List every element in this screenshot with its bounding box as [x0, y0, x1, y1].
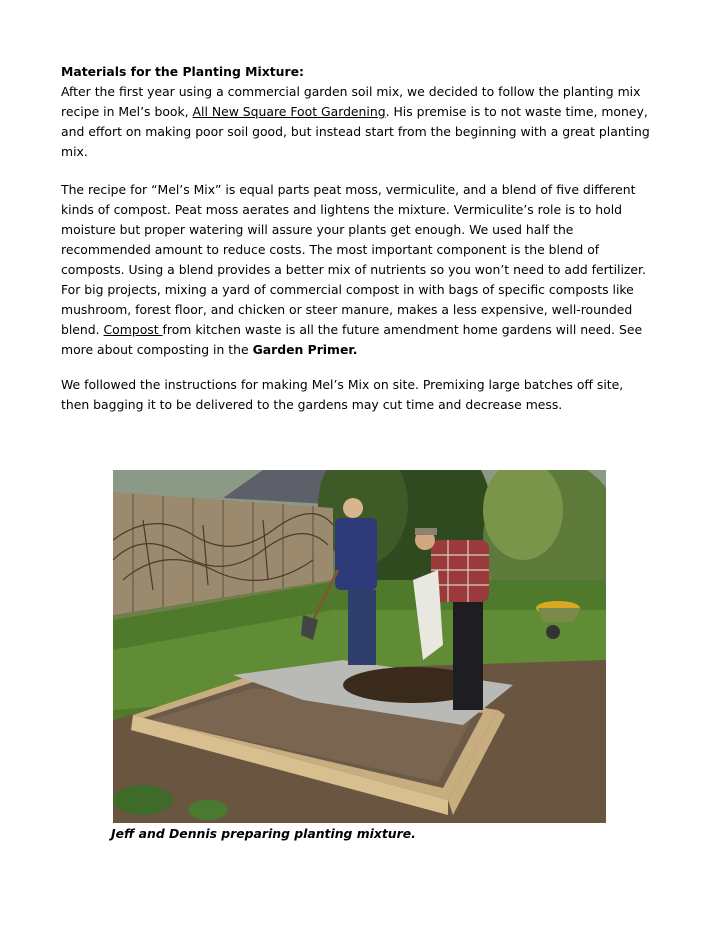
garden-photo-illustration — [113, 470, 606, 823]
paragraph-line: then bagging it to be delivered to the gardens may cut time and decrease mess. — [61, 397, 563, 412]
paragraph-line: moisture but proper watering will assure your plants get enough. We used half the — [61, 222, 574, 237]
photo-caption: Jeff and Dennis preparing planting mixture. — [111, 826, 416, 841]
paragraph-line: For big projects, mixing a yard of commercial compost in with bags of specific composts like — [61, 282, 634, 297]
paragraph-line: and effort on making poor soil good, but instead start from the beginning with a great planting — [61, 124, 650, 139]
book-title-link[interactable]: All New Square Foot Gardening — [192, 104, 386, 119]
text-run: from kitchen waste is all the future amendment home gardens will need. See — [162, 322, 643, 337]
text-run: . His premise is to not waste time, money, — [385, 104, 648, 119]
paragraph-line: composts. Using a blend provides a better mix of nutrients so you won’t need to add fertilizer. — [61, 262, 646, 277]
paragraph-line: After the first year using a commercial garden soil mix, we decided to follow the planting mix — [61, 84, 641, 99]
instructions-paragraph — [61, 375, 701, 415]
compost-link[interactable]: Compost — [103, 322, 163, 337]
paragraph-line: mix. — [61, 144, 88, 159]
recipe-paragraph — [61, 180, 701, 360]
paragraph-line — [61, 320, 701, 340]
paragraph-line — [61, 340, 701, 360]
paragraph-line: kinds of compost. Peat moss aerates and lightens the mixture. Vermiculite’s role is to hold — [61, 202, 623, 217]
text-run: recipe in Mel’s book, — [61, 104, 193, 119]
paragraph-line: We followed the instructions for making Mel’s Mix on site. Premixing large batches off site, — [61, 377, 624, 392]
text-run: more about composting in the — [61, 342, 253, 357]
paragraph-line — [61, 102, 701, 122]
paragraph-line: The recipe for “Mel’s Mix” is equal parts peat moss, vermiculite, and a blend of five different — [61, 182, 636, 197]
garden-primer-link[interactable]: Garden Primer. — [252, 342, 358, 357]
text-run: blend. — [61, 322, 104, 337]
garden-photo — [113, 470, 606, 823]
materials-section — [61, 62, 701, 162]
paragraph-line: mushroom, forest floor, and chicken or steer manure, makes a less expensive, well-rounded — [61, 302, 633, 317]
paragraph-line: recommended amount to reduce costs. The most important component is the blend of — [61, 242, 600, 257]
section-heading: Materials for the Planting Mixture: — [61, 64, 304, 79]
